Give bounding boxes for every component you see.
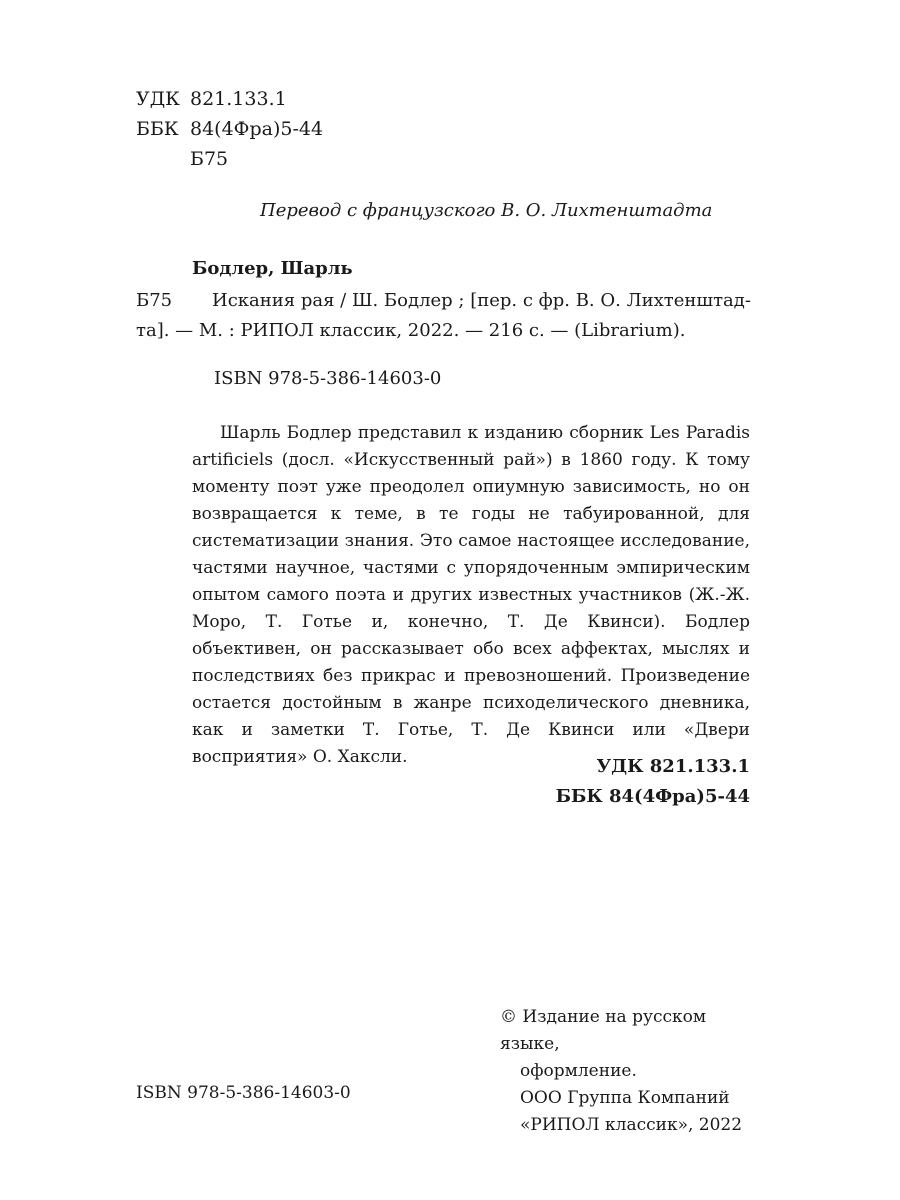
copyright-line-1: © Издание на русском языке, xyxy=(500,1007,707,1054)
author-heading: Бодлер, Шарль xyxy=(192,258,353,279)
isbn-footer: ISBN 978-5-386-14603-0 xyxy=(136,1083,351,1103)
author-mark-row xyxy=(136,144,323,174)
copyright-block xyxy=(500,1004,760,1139)
author-mark: Б75 xyxy=(190,148,229,170)
classification-codes xyxy=(136,84,323,174)
translator-note: Перевод с французского В. О. Лихтенштадта xyxy=(260,200,713,221)
bibliographic-line-2: та]. — М. : РИПОЛ классик, 2022. — 216 с. — (Librarium). xyxy=(136,320,686,341)
udk-label: УДК xyxy=(136,88,180,110)
isbn-main: ISBN 978-5-386-14603-0 xyxy=(214,368,442,389)
bbk-row xyxy=(136,114,323,144)
copyright-line-2: оформление. xyxy=(520,1061,637,1081)
annotation-text: Шарль Бодлер представил к изданию сборник Les Paradis artificiels (досл. «Искусственный рай») в 1860 году. К тому моменту поэт уже преодолел опиумную зависимость, но он возвращается к теме, в те годы не табуированной, для систематизации знания. Это самое настоящее исследование, частями научное, частями с упорядоченным эмпирическим опытом самого поэта и других известных участников (Ж.-Ж. Моро, Т. Готье и, конечно, Т. Де Квинси). Бодлер объективен, он рассказывает обо всех аффектах, мыслях и последствиях без прикрас и превозношений. Произведение остается достойным в жанре психоделического дневника, как и заметки Т. Готье, Т. Де Квинси или «Двери восприятия» О. Хаксли. xyxy=(192,423,750,767)
bottom-bbk: ББК 84(4Фра)5-44 xyxy=(555,786,750,807)
udk-row xyxy=(136,84,323,114)
annotation xyxy=(192,420,750,771)
bottom-classification-codes xyxy=(556,752,750,812)
bibliographic-line-1: Искания рая / Ш. Бодлер ; [пер. с фр. В. О. Лихтенштад- xyxy=(212,290,751,311)
copyright-line-3: ООО Группа Компаний xyxy=(520,1088,730,1108)
udk-value: 821.133.1 xyxy=(190,88,287,110)
bottom-udk: УДК 821.133.1 xyxy=(596,756,750,777)
copyright-line-4: «РИПОЛ классик», 2022 xyxy=(520,1115,743,1135)
bbk-value: 84(4Фра)5-44 xyxy=(190,118,324,140)
bibliographic-author-mark: Б75 xyxy=(136,290,173,311)
bbk-label: ББК xyxy=(136,118,179,140)
